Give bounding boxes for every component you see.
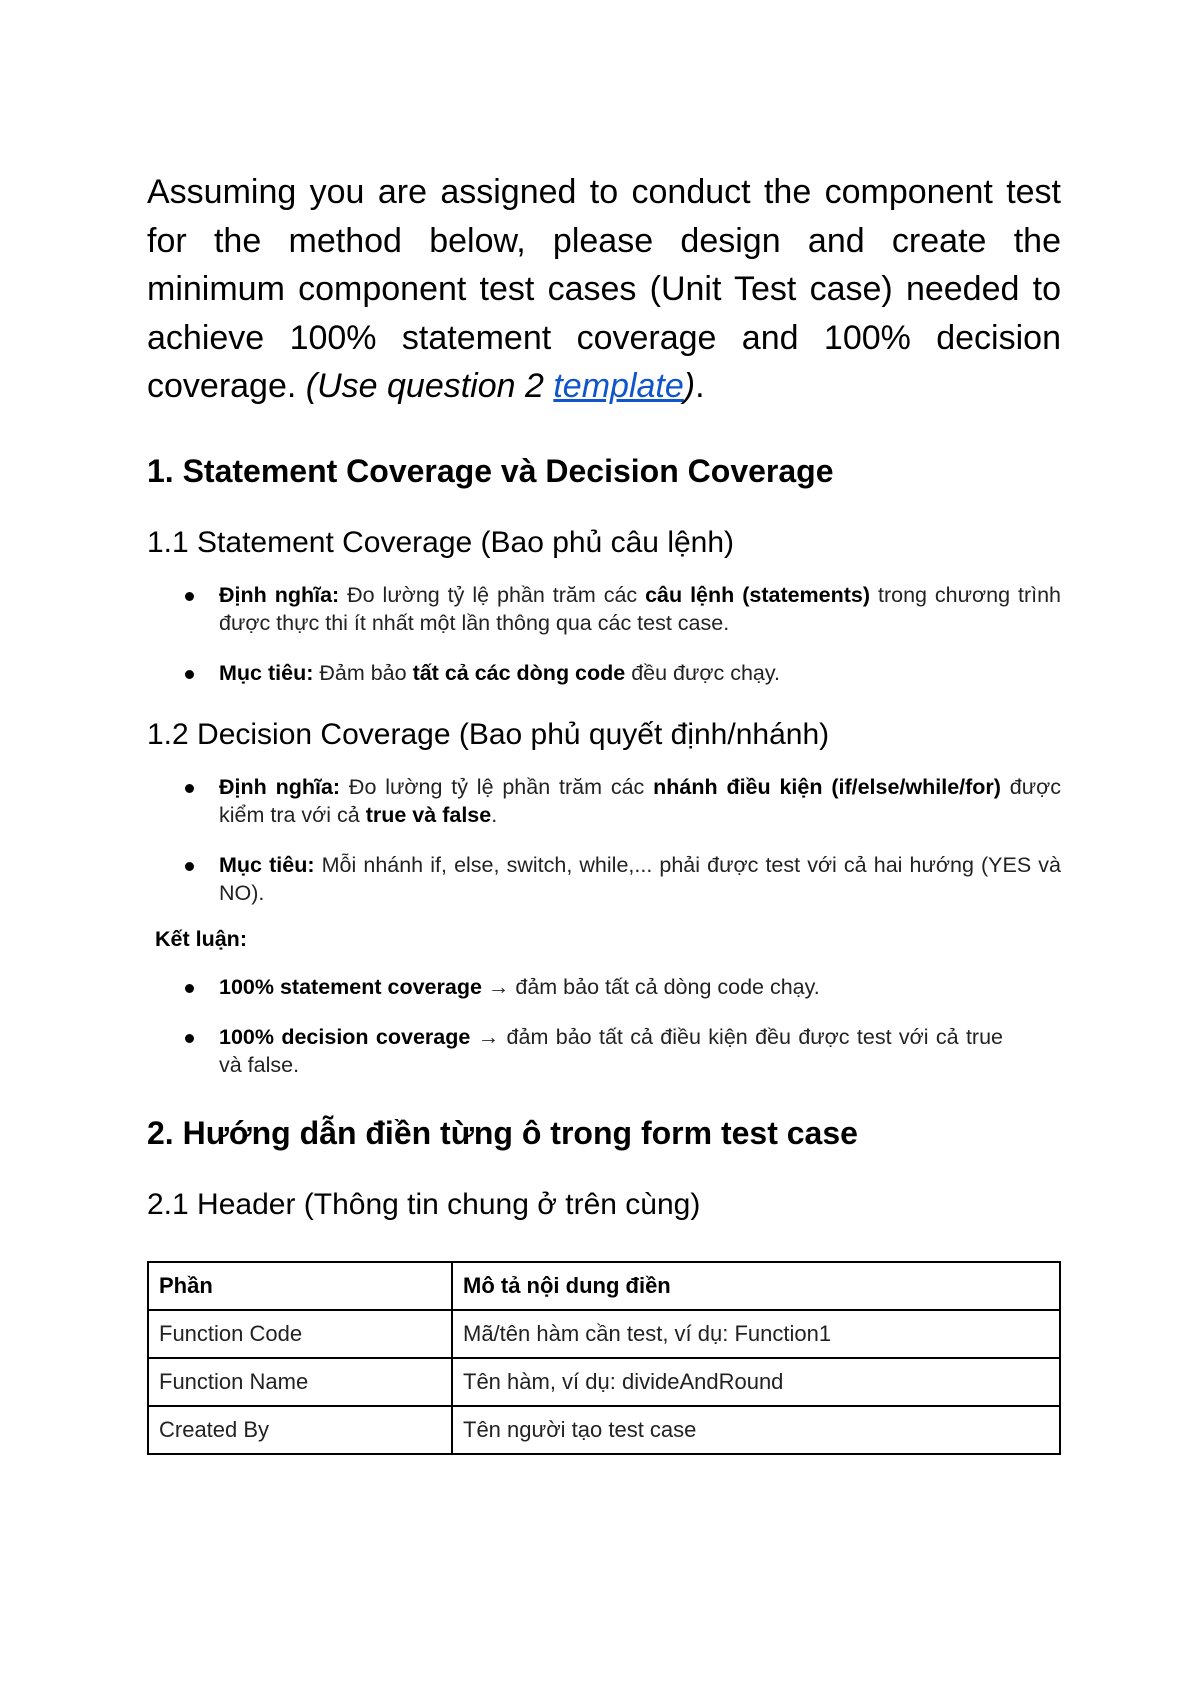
item-text: Đo lường tỷ lệ phần trăm các xyxy=(347,582,646,607)
document-page xyxy=(147,168,1061,1455)
conclusion-label: Kết luận: xyxy=(155,926,247,951)
table-row xyxy=(148,1358,1060,1406)
section2-1-heading: 2.1 Header (Thông tin chung ở trên cùng) xyxy=(147,1187,701,1221)
item-label: Mục tiêu: xyxy=(219,660,314,685)
item-bold-text: câu lệnh (statements) xyxy=(645,582,871,607)
column-header: Phần xyxy=(148,1262,452,1310)
item-bold-text: 100% decision coverage xyxy=(219,1024,471,1049)
table-cell: Function Code xyxy=(148,1310,452,1358)
list-item xyxy=(147,581,1061,637)
table-cell: Mã/tên hàm cần test, ví dụ: Function1 xyxy=(452,1310,1060,1358)
intro-italic-suffix: ) xyxy=(683,367,696,405)
bullet-icon xyxy=(185,862,194,871)
item-text: → đảm bảo tất cả dòng code chạy. xyxy=(481,974,820,999)
item-text: . xyxy=(491,802,498,827)
conclusion-list xyxy=(147,973,1061,1079)
table-header-row xyxy=(148,1262,1060,1310)
item-bold-text: true và false xyxy=(365,802,492,827)
list-item xyxy=(147,851,1061,907)
item-text: trong chương trình được thực thi ít nhất một lần thông qua các test case. xyxy=(219,582,1061,635)
item-label: Định nghĩa: xyxy=(219,774,341,799)
table-row xyxy=(148,1310,1060,1358)
section2-heading: 2. Hướng dẫn điền từng ô trong form test case xyxy=(147,1114,858,1151)
table-cell: Tên người tạo test case xyxy=(452,1406,1060,1454)
bullet-icon xyxy=(185,592,194,601)
item-label: Mục tiêu: xyxy=(219,852,315,877)
item-text: đều được chạy. xyxy=(625,660,781,685)
item-text: → đảm bảo tất cả điều kiện đều được test với cả true và false. xyxy=(219,1024,1003,1077)
item-label: Định nghĩa: xyxy=(219,582,340,607)
table-cell: Created By xyxy=(148,1406,452,1454)
intro-trailing: . xyxy=(695,367,705,405)
list-item xyxy=(147,659,1061,687)
item-text: Mỗi nhánh if, else, switch, while,... phải được test với cả hai hướng (YES và NO). xyxy=(219,852,1061,905)
section1-heading: 1. Statement Coverage và Decision Coverage xyxy=(147,452,834,489)
bullet-icon xyxy=(185,670,194,679)
intro-paragraph xyxy=(147,168,1061,411)
item-bold-text: tất cả các dòng code xyxy=(412,660,626,685)
intro-text: Assuming you are assigned to conduct the component test for the method below, please design and create the minimum component test cases (Unit Test case) needed to achieve 100% statement coverage and 100% decision coverage. xyxy=(147,173,1061,405)
section1-1-heading: 1.1 Statement Coverage (Bao phủ câu lệnh) xyxy=(147,525,735,559)
header-info-table xyxy=(147,1261,1061,1455)
table-cell: Tên hàm, ví dụ: divideAndRound xyxy=(452,1358,1060,1406)
intro-italic-prefix: (Use question 2 xyxy=(305,367,554,405)
item-text: được kiểm tra với cả xyxy=(219,774,1061,827)
column-header: Mô tả nội dung điền xyxy=(452,1262,1060,1310)
statement-coverage-list xyxy=(147,581,1061,687)
bullet-icon xyxy=(185,984,194,993)
item-bold-text: 100% statement coverage xyxy=(219,974,482,999)
list-item xyxy=(147,1023,1061,1079)
section1-2-heading: 1.2 Decision Coverage (Bao phủ quyết định/nhánh) xyxy=(147,717,830,751)
list-item xyxy=(147,773,1061,829)
bullet-icon xyxy=(185,784,194,793)
template-link[interactable]: template xyxy=(553,367,684,405)
decision-coverage-list xyxy=(147,773,1061,907)
item-text: Đo lường tỷ lệ phần trăm các xyxy=(348,774,654,799)
table-cell: Function Name xyxy=(148,1358,452,1406)
list-item xyxy=(147,973,1061,1001)
item-bold-text: nhánh điều kiện (if/else/while/for) xyxy=(653,774,1001,799)
bullet-icon xyxy=(185,1034,194,1043)
table-row xyxy=(148,1406,1060,1454)
item-text: Đảm bảo xyxy=(319,660,413,685)
